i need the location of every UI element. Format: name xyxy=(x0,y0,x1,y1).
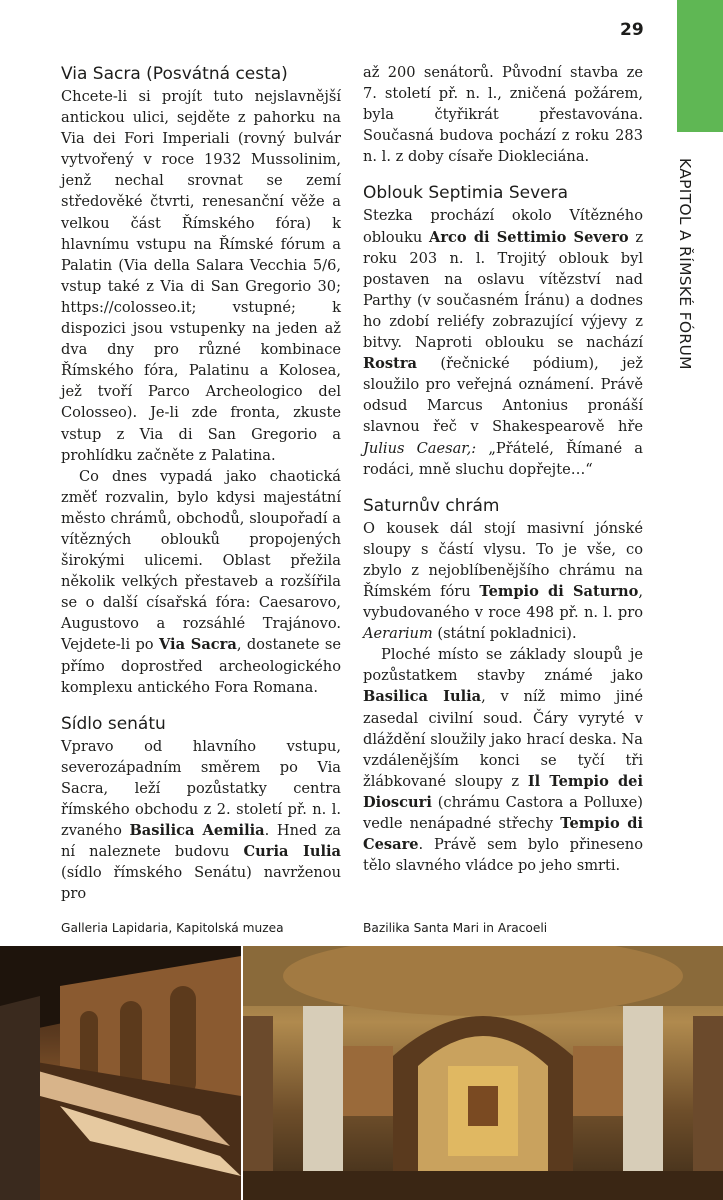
heading-via-sacra: Via Sacra (Posvátná cesta) xyxy=(61,64,288,84)
caption-galleria-lapidaria: Galleria Lapidaria, Kapitolská muzea xyxy=(61,921,284,935)
chapter-side-label xyxy=(671,158,695,408)
right-column xyxy=(363,62,643,876)
heading-oblouk-septimia-severa: Oblouk Septimia Severa xyxy=(363,183,569,204)
heading-sidlo-senatu: Sídlo senátu xyxy=(61,713,166,734)
page-number: 29 xyxy=(620,20,644,40)
paragraph-senate-continued: až 200 senátorů. Původní stavba ze 7. století př. n. l., zničená požárem, byla čtyřikrát přestavována. Současná budova pochází z roku 283 n. l. z doby císaře Diokleciána. xyxy=(363,64,643,166)
paragraph-oblouk: Stezka prochází okolo Vítězného oblouku Arco di Settimio Severo z roku 203 n. l. Trojitý oblouk byl postaven na oslavu vítězství nad Parthy (v současném Íránu) a dodnes ho zdobí reliéfy zobrazující výjevy z bitvy. Naproti oblouku se nachází Rostra (řečnické pódium), jež sloužilo pro veřejná oznámení. Právě odsud Marcus Antonius pronáší slavnou řeč v Shakespearově hře Julius Caesar,: „Přátelé, Římané a rodáci, mně sluchu dopřejte…“ xyxy=(363,207,644,478)
paragraph-saturnuv-chram-2: Ploché místo se základy sloupů je pozůstatkem stavby známé jako Basilica Iulia, v níž mimo jiné zasedal civilní soud. Čáry vyryté v dláždění sloužily jako hrací deska. Na vzdálenějším konci se tyčí tři žlábkované sloupy z Il Tempio dei Dioscuri (chrámu Castora a Polluxe) vedle nenápadné střechy Tempio di Cesare. Právě sem bylo přineseno tělo slavného vládce po jeho smrti. xyxy=(363,646,644,875)
chapter-color-tab xyxy=(677,0,723,132)
heading-saturnuv-chram: Saturnův chrám xyxy=(363,495,500,516)
left-column xyxy=(61,62,341,904)
photo-bazilika-aracoeli xyxy=(243,946,723,1200)
chapter-title: KAPITOL A ŘÍMSKÉ FÓRUM xyxy=(676,158,694,370)
paragraph-via-sacra-2: Co dnes vypadá jako chaotická změť rozvalin, bylo kdysi majestátní město chrámů, obchodů, sloupořadí a vítězných oblouků propojených širokými ulicemi. Oblast přežila několik velkých přestaveb a rozšířila se o další císařská fóra: Caesarovo, Augustovo a rozsáhlé Trajánovo. Vejdete-li po Via Sacra, dostanete se přímo doprostřed archeologického komplexu antického Fora Romana. xyxy=(61,467,342,696)
paragraph-sidlo-senatu: Vpravo od hlavního vstupu, severozápadním směrem po Via Sacra, leží pozůstatky centra římského obchodu z 2. století př. n. l. zvaného Basilica Aemilia. Hned za ní naleznete budovu Curia Iulia (sídlo římského Senátu) navrženou pro xyxy=(61,737,341,903)
paragraph-saturnuv-chram-1: O kousek dál stojí masivní jónské sloupy s částí vlysu. To je vše, co zbylo z nejoblíbenějšího chrámu na Římském fóru Tempio di Saturno, vybudovaného v roce 498 př. n. l. pro Aerarium (státní pokladnici). xyxy=(363,519,644,643)
photo-galleria-lapidaria xyxy=(0,946,241,1200)
caption-bazilika-aracoeli: Bazilika Santa Mari in Aracoeli xyxy=(363,921,548,935)
paragraph-via-sacra-1: Chcete-li si projít tuto nejslavnější antickou ulici, sejděte z pahorku na Via dei Fori Imperiali (rovný bulvár vytvořený v roce 1932 Mussolinim, jenž nechal srovnat se zemí středověké čtvrti, renesanční věže a velkou část Římského fóra) k hlavnímu vstupu na Římské fórum a Palatin (Via della Salara Vecchia 5/6, vstup také z Via di San Gregorio 30; https://colosseo.it; vstupné; k dispozici jsou vstupenky na jeden až dva dny pro různé kombinace Římského fóra, Palatinu a Kolosea, jež tvoří Parco Archeologico del Colosseo). Je-li zde fronta, zkuste vstup z Via di San Gregorio a prohlídku začněte z Palatina. xyxy=(61,88,341,464)
